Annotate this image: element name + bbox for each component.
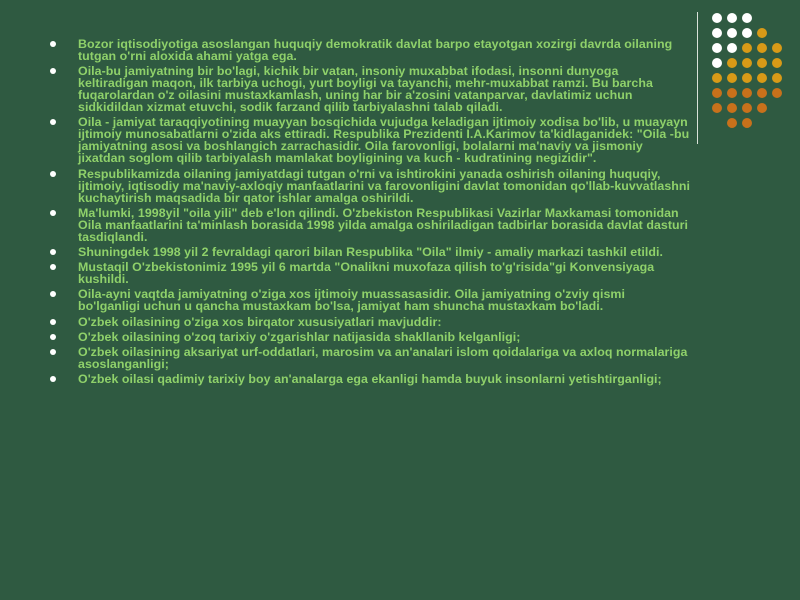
decorative-dot	[757, 88, 767, 98]
decorative-dot	[712, 103, 722, 113]
decorative-dot	[742, 58, 752, 68]
list-item	[50, 38, 690, 62]
decorative-dot	[742, 118, 752, 128]
bullet-icon	[50, 264, 56, 270]
list-item	[50, 246, 690, 258]
decorative-dot	[727, 43, 737, 53]
list-item	[50, 168, 690, 204]
list-item	[50, 316, 690, 328]
decorative-divider	[697, 12, 698, 144]
decorative-dot	[757, 43, 767, 53]
decorative-dot	[772, 73, 782, 83]
decorative-dot	[712, 28, 722, 38]
decorative-dot	[727, 88, 737, 98]
decorative-dot	[772, 88, 782, 98]
list-item-text: O'zbek oilasining aksariyat urf-oddatlari, marosim va an'analari islom qoidalariga va axloq normalariga asoslanganligi;	[78, 344, 688, 371]
list-item	[50, 207, 690, 243]
decorative-dot	[742, 43, 752, 53]
bullet-icon	[50, 249, 56, 255]
list-item	[50, 346, 690, 370]
list-item-text: Mustaqil O'zbekistonimiz 1995 yil 6 martda "Onalikni muxofaza qilish to'g'risida"gi Konvensiyaga kushildi.	[78, 260, 655, 287]
list-item	[50, 288, 690, 312]
bullet-icon	[50, 376, 56, 382]
decorative-dot	[757, 73, 767, 83]
decorative-dot	[772, 58, 782, 68]
list-item-text: Shuningdek 1998 yil 2 fevraldagi qarori bilan Respublika "Oila" ilmiy - amaliy markazi tashkil etildi.	[78, 244, 663, 259]
decorative-dot-grid	[712, 13, 792, 133]
decorative-dot	[742, 88, 752, 98]
bullet-icon	[50, 210, 56, 216]
bullet-icon	[50, 171, 56, 177]
bullet-icon	[50, 68, 56, 74]
decorative-dot	[727, 58, 737, 68]
list-item	[50, 116, 690, 164]
decorative-dot	[757, 28, 767, 38]
list-item-text: Oila - jamiyat taraqqiyotining muayyan bosqichida vujudga keladigan ijtimoiy xodisa bo'lib, u muayayn ijtimoiy munosabatlarni o'zida aks ettiradi. Respublika Prezidenti I.A.Karimov ta'kidlaganidek: "Oila -bu jamiyatning asosi va boshlangich zarrachasidir. Oila farovonligi, bolalarni ma'naviy va jismoniy jixatdan soglom qilib tarbiyalash mamlakat boyligining va kuch - kudratining negizidir".	[78, 115, 690, 166]
list-item	[50, 261, 690, 285]
list-item-text: O'zbek oilasining o'ziga xos birqator xususiyatlari mavjuddir:	[78, 314, 442, 329]
decorative-dot	[727, 103, 737, 113]
decorative-dot	[742, 28, 752, 38]
list-item-text: Oila-bu jamiyatning bir bo'lagi, kichik bir vatan, insoniy muxabbat ifodasi, insonni dunyoga keltiradigan maqon, ilk tarbiya uchogi, yurt boyligi va tayanchi, mehr-muxabbat ramzi. Bu barcha fuqarolardan o'z oilasini mustaxkamlash, uning har bir a'zosini vatanparvar, davlatimiz uchun sidkidildan xizmat etuvchi, sodik farzand qilib tarbiyalashni talab qiladi.	[78, 64, 653, 115]
bullet-icon	[50, 334, 56, 340]
bullet-icon	[50, 319, 56, 325]
bullet-icon	[50, 41, 56, 47]
list-item-text: O'zbek oilasining o'zoq tarixiy o'zgarishlar natijasida shakllanib kelganligi;	[78, 329, 521, 344]
list-item	[50, 65, 690, 113]
decorative-dot	[742, 73, 752, 83]
bullet-icon	[50, 291, 56, 297]
decorative-dot	[742, 13, 752, 23]
list-item-text: Oila-ayni vaqtda jamiyatning o'ziga xos ijtimoiy muassasasidir. Oila jamiyatning o'zviy qismi bo'lganligi uchun u qancha mustaxkam bo'lsa, jamiyat ham shuncha mustaxkam bo'ladi.	[78, 287, 625, 314]
decorative-dot	[757, 103, 767, 113]
bullet-list	[50, 38, 690, 388]
decorative-dot	[757, 58, 767, 68]
decorative-dot	[742, 103, 752, 113]
decorative-dot	[712, 58, 722, 68]
list-item-text: Respublikamizda oilaning jamiyatdagi tutgan o'rni va ishtirokini yanada oshirish oilaning huquqiy, ijtimoiy, iqtisodiy ma'naviy-axloqiy manfaatlarini va farovonligini davlat tomonidan qo'llab-kuvvatlashni kuchaytirish maqsadida bir qator ishlar amalga oshirildi.	[78, 166, 690, 205]
decorative-dot	[727, 118, 737, 128]
decorative-dot	[712, 88, 722, 98]
decorative-dot	[772, 43, 782, 53]
decorative-dot	[712, 73, 722, 83]
list-item	[50, 331, 690, 343]
bullet-icon	[50, 119, 56, 125]
decorative-dot	[712, 43, 722, 53]
bullet-icon	[50, 349, 56, 355]
list-item-text: O'zbek oilasi qadimiy tarixiy boy an'analarga ega ekanligi hamda buyuk insonlarni yetishtirganligi;	[78, 372, 662, 387]
decorative-dot	[727, 28, 737, 38]
list-item	[50, 373, 690, 385]
list-item-text: Bozor iqtisodiyotiga asoslangan huquqiy demokratik davlat barpo etayotgan xozirgi davrda oilaning tutgan o'rni aloxida ahami yatga ega.	[78, 37, 673, 63]
list-item-text: Ma'lumki, 1998yil "oila yili" deb e'lon qilindi. O'zbekiston Respublikasi Vazirlar Maxkamasi tomonidan Oila manfaatlarini ta'minlash borasida 1998 yilda amalga oshiriladigan tadbirlar borasida davlat dasturi tasdiqlandi.	[78, 205, 688, 244]
decorative-dot	[727, 73, 737, 83]
decorative-dot	[712, 13, 722, 23]
decorative-dot	[727, 13, 737, 23]
